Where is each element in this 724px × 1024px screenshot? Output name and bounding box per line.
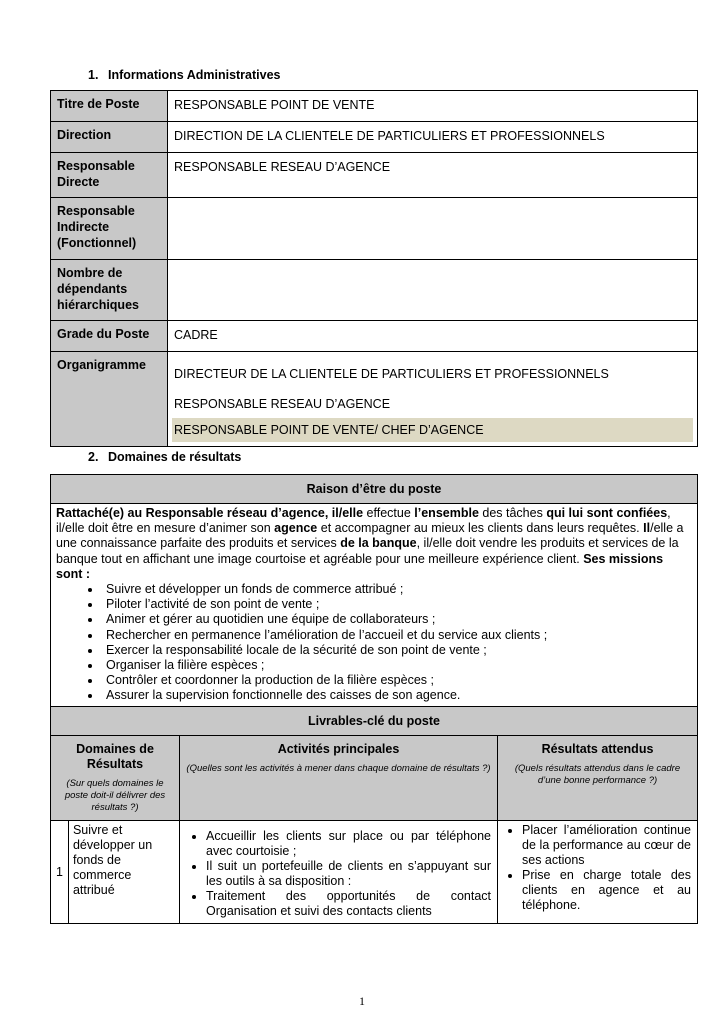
raison-text: Rattaché(e) au Responsable réseau d’agence, il/elle effectue l’ensemble des tâches qui lui sont confiées, il/elle doit être en mesure d’animer son agence et accompagner au mieux les clients dans leurs requêtes. Il/elle a une connaissance parfaite des produits et services de la banque, il/elle doit vendre les produits et services de la banque tout en affichant une image courtoise et agréable pour une meilleure expérience client. Ses missions sont : bbox=[56, 506, 684, 581]
row-domain: Suivre et développer un fonds de commerce attribué bbox=[68, 820, 179, 923]
col-resultats-title: Résultats attendus bbox=[541, 741, 654, 756]
raison-header: Raison d’être du poste bbox=[51, 475, 698, 504]
section-title: Domaines de résultats bbox=[108, 450, 242, 464]
section-number: 1. bbox=[88, 68, 99, 82]
col-activites-subtitle: (Quelles sont les activités à mener dans chaque domaine de résultats ?) bbox=[186, 762, 491, 774]
mission-item: • Assurer la supervision fonctionnelle des caisses de son agence. bbox=[102, 688, 692, 703]
mission-item: • Rechercher en permanence l’amélioration de l’accueil et du service aux clients ; bbox=[102, 628, 692, 643]
mission-item: • Organiser la filière espèces ; bbox=[102, 658, 692, 673]
organigramme-line-point-vente: RESPONSABLE POINT DE VENTE/ CHEF D’AGENCE bbox=[172, 418, 693, 442]
value-responsable-indirecte bbox=[168, 198, 698, 260]
organigramme-line-reseau: RESPONSABLE RESEAU D’AGENCE bbox=[174, 397, 391, 411]
section-1-heading bbox=[88, 68, 281, 82]
table-row bbox=[51, 820, 698, 923]
label-direction: Direction bbox=[51, 122, 168, 153]
col-domaines-header bbox=[51, 735, 180, 820]
col-resultats-header bbox=[498, 735, 698, 820]
livrables-header: Livrables-clé du poste bbox=[51, 706, 698, 735]
label-responsable-indirecte: Responsable Indirecte (Fonctionnel) bbox=[51, 198, 168, 260]
label-organigramme: Organigramme bbox=[51, 352, 168, 447]
row-activities bbox=[180, 820, 498, 923]
activity-item: • Il suit un portefeuille de clients en s’appuyant sur les outils à sa disposition : bbox=[206, 859, 491, 889]
value-organigramme bbox=[168, 352, 698, 447]
value-nombre-dependants bbox=[168, 260, 698, 321]
result-item: • Placer l’amélioration continue de la performance au cœur de ses actions bbox=[522, 823, 691, 868]
results-table bbox=[50, 474, 698, 924]
mission-item: • Suivre et développer un fonds de commerce attribué ; bbox=[102, 582, 692, 597]
col-domaines-subtitle: (Sur quels domaines le poste doit-il délivrer des résultats ?) bbox=[64, 777, 166, 813]
value-direction: DIRECTION DE LA CLIENTELE DE PARTICULIERS ET PROFESSIONNELS bbox=[168, 122, 698, 153]
section-title: Informations Administratives bbox=[108, 68, 281, 82]
value-responsable-directe: RESPONSABLE RESEAU D’AGENCE bbox=[168, 153, 698, 198]
section-2-heading bbox=[88, 450, 241, 464]
label-nombre-dependants: Nombre de dépendants hiérarchiques bbox=[51, 260, 168, 321]
value-grade-poste: CADRE bbox=[168, 321, 698, 352]
col-activites-title: Activités principales bbox=[277, 741, 400, 756]
missions-list bbox=[56, 582, 692, 704]
col-activites-header bbox=[180, 735, 498, 820]
mission-item: • Contrôler et coordonner la production de la filière espèces ; bbox=[102, 673, 692, 688]
col-resultats-subtitle: (Quels résultats attendus dans le cadre d’une bonne performance ?) bbox=[514, 762, 681, 786]
col-domaines-title: Domaines de Résultats bbox=[76, 741, 154, 771]
value-titre-poste: RESPONSABLE POINT DE VENTE bbox=[168, 91, 698, 122]
section-number: 2. bbox=[88, 450, 99, 464]
page-number: 1 bbox=[359, 994, 365, 1008]
admin-info-table bbox=[50, 90, 698, 447]
mission-item: • Exercer la responsabilité locale de la sécurité de son point de vente ; bbox=[102, 643, 692, 658]
label-titre-poste: Titre de Poste bbox=[51, 91, 168, 122]
organigramme-line-directeur: DIRECTEUR DE LA CLIENTELE DE PARTICULIERS ET PROFESSIONNELS bbox=[174, 367, 609, 381]
row-number: 1 bbox=[51, 820, 69, 923]
row-results bbox=[498, 820, 698, 923]
activity-item: • Accueillir les clients sur place ou par téléphone avec courtoisie ; bbox=[206, 829, 491, 859]
activity-item: • Traitement des opportunités de contact Organisation et suivi des contacts clients bbox=[206, 889, 491, 919]
result-item: • Prise en charge totale des clients en agence et au téléphone. bbox=[522, 868, 691, 913]
raison-body bbox=[51, 504, 698, 707]
mission-item: • Piloter l’activité de son point de vente ; bbox=[102, 597, 692, 612]
label-grade-poste: Grade du Poste bbox=[51, 321, 168, 352]
mission-item: • Animer et gérer au quotidien une équipe de collaborateurs ; bbox=[102, 612, 692, 627]
activities-list bbox=[186, 829, 491, 919]
label-responsable-directe: Responsable Directe bbox=[51, 153, 168, 198]
results-list bbox=[502, 823, 691, 913]
